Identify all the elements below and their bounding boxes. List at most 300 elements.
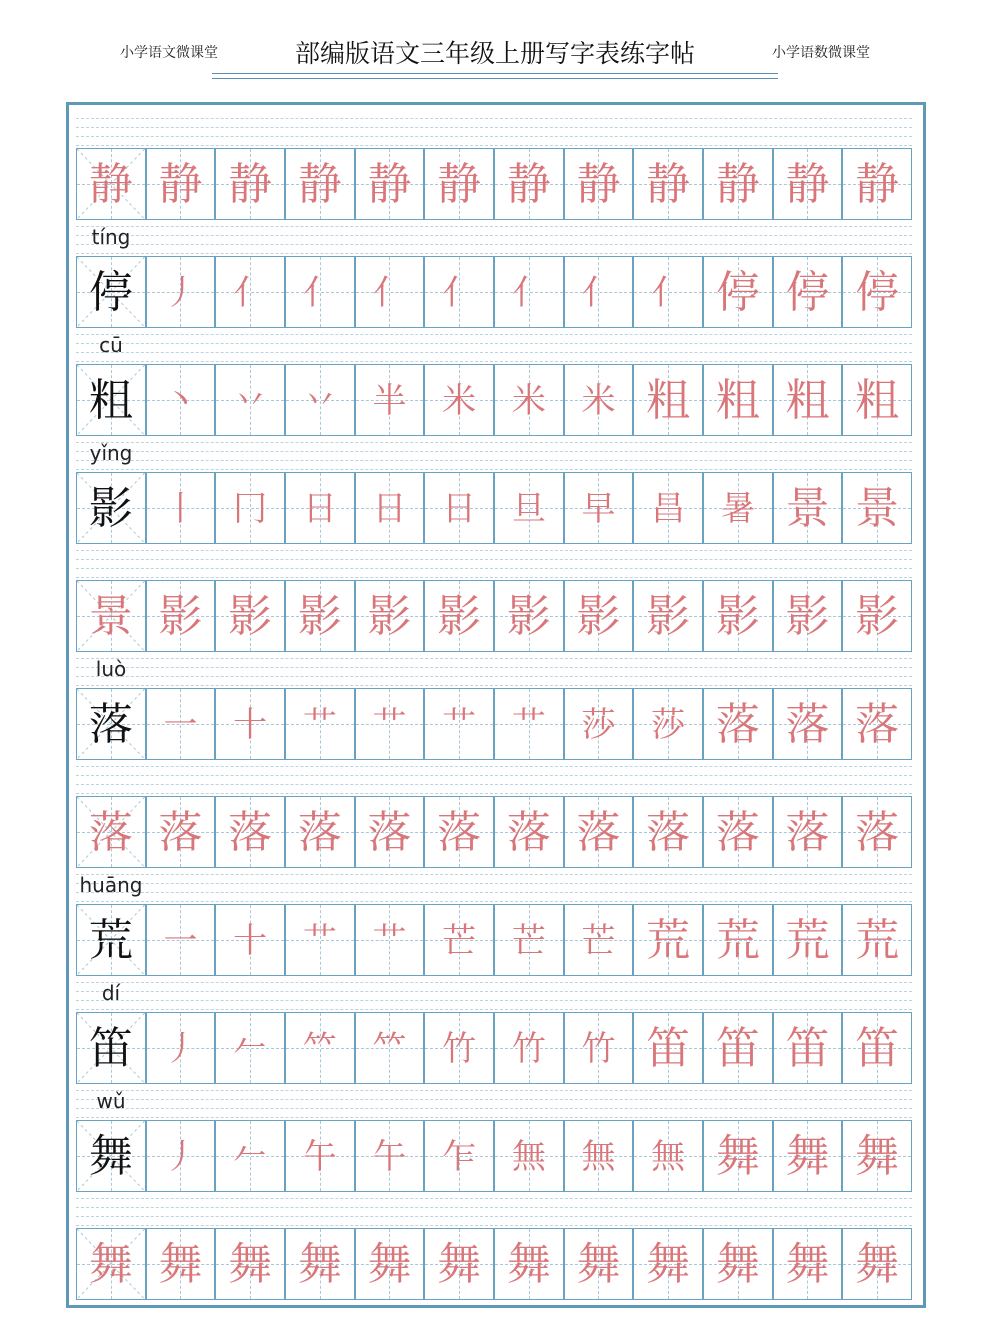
trace-character-cell [285, 148, 355, 220]
stroke-order-character: 芒 [511, 921, 546, 961]
character-cells [76, 472, 912, 544]
stroke-order-character: 芒 [581, 921, 616, 961]
pinyin-guide-line [76, 1207, 912, 1208]
trace-character-cell [773, 688, 843, 760]
stroke-order-character: 静 [785, 159, 830, 210]
trace-character-cell [215, 580, 285, 652]
stroke-order-character: 静 [646, 159, 691, 210]
trace-character-cell [285, 256, 355, 328]
model-character: 影 [88, 483, 133, 534]
stroke-order-character: 十 [233, 705, 268, 745]
trace-character-cell [773, 364, 843, 436]
pinyin-label: yǐng [89, 441, 133, 465]
trace-character-cell [215, 904, 285, 976]
stroke-order-character: 影 [228, 591, 273, 642]
stroke-order-character: 影 [158, 591, 203, 642]
pinyin-guide-line [76, 784, 912, 785]
stroke-order-character: 午 [302, 1137, 337, 1177]
trace-character-cell [564, 688, 634, 760]
trace-character-cell [564, 1228, 634, 1300]
stroke-order-character: 影 [576, 591, 621, 642]
trace-character-cell [424, 904, 494, 976]
pinyin-guide-line [76, 235, 912, 236]
trace-character-cell [494, 796, 564, 868]
pinyin-guide-line [76, 676, 912, 677]
trace-character-cell [146, 796, 216, 868]
trace-character-cell [424, 580, 494, 652]
trace-character-cell [633, 1228, 703, 1300]
trace-character-cell [703, 1012, 773, 1084]
stroke-order-character: 落 [367, 807, 412, 858]
stroke-order-character: 莎 [651, 705, 686, 745]
stroke-order-character: 無 [651, 1137, 686, 1177]
trace-character-cell [424, 796, 494, 868]
trace-character-cell [773, 580, 843, 652]
stroke-order-character: 丷 [233, 381, 268, 421]
stroke-order-character: 笛 [855, 1023, 900, 1074]
trace-character-cell [285, 904, 355, 976]
stroke-order-character: 影 [785, 591, 830, 642]
stroke-order-character: 𥫗 [372, 1029, 407, 1069]
stroke-order-character: 停 [855, 267, 900, 318]
pinyin-guide-line [76, 1099, 912, 1100]
model-character: 舞 [88, 1239, 133, 1290]
stroke-order-character: 竹 [442, 1029, 477, 1069]
stroke-order-character: 一 [163, 705, 198, 745]
pinyin-guide-line [76, 361, 912, 362]
pinyin-label: huāng [79, 873, 143, 897]
trace-character-cell [773, 256, 843, 328]
model-character: 落 [88, 699, 133, 750]
page-title: 部编版语文三年级上册写字表练字帖 [294, 39, 695, 68]
pinyin-guide-line [76, 892, 912, 893]
pinyin-guide-line [76, 1000, 912, 1001]
stroke-order-character: 荒 [785, 915, 830, 966]
trace-character-cell [564, 580, 634, 652]
character-cells [76, 364, 912, 436]
trace-character-cell [355, 256, 425, 328]
pinyin-band [76, 652, 912, 688]
stroke-order-character: 静 [367, 159, 412, 210]
pinyin-guide-line [76, 469, 912, 470]
stroke-order-character: 荒 [715, 915, 760, 966]
stroke-order-character: 静 [437, 159, 482, 210]
pinyin-label: wǔ [96, 1089, 126, 1113]
practice-row [76, 220, 912, 328]
model-character: 粗 [88, 375, 133, 426]
trace-character-cell [703, 1120, 773, 1192]
pinyin-guide-line [76, 568, 912, 569]
stroke-order-character: 昌 [651, 489, 686, 529]
practice-row [76, 436, 912, 544]
pinyin-guide-line [76, 883, 912, 884]
stroke-order-character: 亻 [372, 273, 407, 313]
stroke-order-character: 舞 [855, 1131, 900, 1182]
trace-character-cell [633, 796, 703, 868]
trace-character-cell [424, 364, 494, 436]
pinyin-guide-line [76, 343, 912, 344]
trace-character-cell [424, 256, 494, 328]
pinyin-guide-line [76, 901, 912, 902]
trace-character-cell [494, 1012, 564, 1084]
trace-character-cell [842, 904, 912, 976]
trace-character-cell [494, 580, 564, 652]
trace-character-cell [633, 256, 703, 328]
stroke-order-character: 無 [511, 1137, 546, 1177]
stroke-order-character: 艹 [372, 705, 407, 745]
trace-character-cell [285, 472, 355, 544]
stroke-order-character: 荒 [646, 915, 691, 966]
stroke-order-character: 日 [302, 489, 337, 529]
stroke-order-character: 日 [372, 489, 407, 529]
trace-character-cell [494, 472, 564, 544]
trace-character-cell [564, 796, 634, 868]
title-underline-2 [212, 78, 778, 79]
stroke-order-character: 艹 [442, 705, 477, 745]
stroke-order-character: 米 [511, 381, 546, 421]
trace-character-cell [494, 688, 564, 760]
pinyin-guide-line [76, 460, 912, 461]
trace-character-cell [146, 472, 216, 544]
trace-character-cell [842, 1228, 912, 1300]
trace-character-cell [564, 472, 634, 544]
stroke-order-character: 静 [576, 159, 621, 210]
trace-character-cell [146, 1228, 216, 1300]
stroke-order-character: 米 [442, 381, 477, 421]
stroke-order-character: 舞 [297, 1239, 342, 1290]
stroke-order-character: 影 [646, 591, 691, 642]
trace-character-cell [146, 1120, 216, 1192]
stroke-order-character: 日 [442, 489, 477, 529]
stroke-order-character: 景 [785, 483, 830, 534]
trace-character-cell [215, 472, 285, 544]
pinyin-label: tíng [91, 225, 131, 249]
pinyin-band [76, 976, 912, 1012]
stroke-order-character: 舞 [855, 1239, 900, 1290]
trace-character-cell [146, 256, 216, 328]
stroke-order-character: 静 [855, 159, 900, 210]
pinyin-guide-line [76, 559, 912, 560]
trace-character-cell [773, 472, 843, 544]
stroke-order-character: 落 [297, 807, 342, 858]
pinyin-guide-line [76, 334, 912, 335]
stroke-order-character: 舞 [646, 1239, 691, 1290]
stroke-order-character: 亻 [302, 273, 337, 313]
stroke-order-character: 早 [581, 489, 616, 529]
trace-character-cell [842, 580, 912, 652]
character-cells [76, 148, 912, 220]
pinyin-guide-line [76, 451, 912, 452]
stroke-order-character: 亻 [651, 273, 686, 313]
stroke-order-character: 舞 [715, 1239, 760, 1290]
stroke-order-character: 乍 [442, 1137, 477, 1177]
trace-character-cell [633, 1120, 703, 1192]
stroke-order-character: 暑 [720, 489, 755, 529]
trace-character-cell [146, 580, 216, 652]
pinyin-band [76, 1192, 912, 1228]
stroke-order-character: 艹 [302, 705, 337, 745]
pinyin-guide-line [76, 991, 912, 992]
pinyin-guide-line [76, 136, 912, 137]
trace-character-cell [285, 364, 355, 436]
character-cells [76, 1120, 912, 1192]
stroke-order-character: 丶 [163, 381, 198, 421]
trace-character-cell [703, 796, 773, 868]
trace-character-cell [773, 148, 843, 220]
stroke-order-character: 丿 [163, 1029, 198, 1069]
trace-character-cell [215, 364, 285, 436]
stroke-order-character: 半 [372, 381, 407, 421]
character-cells [76, 1228, 912, 1300]
model-character-cell [76, 1012, 146, 1084]
header-left-brand: 小学语文微课堂 [120, 45, 218, 61]
trace-character-cell [146, 904, 216, 976]
stroke-order-character: 芒 [442, 921, 477, 961]
stroke-order-character: 旦 [511, 489, 546, 529]
trace-character-cell [355, 688, 425, 760]
stroke-order-character: 影 [367, 591, 412, 642]
pinyin-guide-line [76, 1090, 912, 1091]
pinyin-guide-line [76, 1198, 912, 1199]
stroke-order-character: 冂 [233, 489, 268, 529]
trace-character-cell [285, 688, 355, 760]
trace-character-cell [564, 1120, 634, 1192]
model-character-cell [76, 256, 146, 328]
stroke-order-character: 舞 [576, 1239, 621, 1290]
model-character-cell [76, 1228, 146, 1300]
practice-row [76, 760, 912, 868]
character-cells [76, 1012, 912, 1084]
stroke-order-character: 舞 [158, 1239, 203, 1290]
stroke-order-character: 笛 [785, 1023, 830, 1074]
model-character: 荒 [88, 915, 133, 966]
pinyin-guide-line [76, 1108, 912, 1109]
trace-character-cell [146, 688, 216, 760]
pinyin-guide-line [76, 1117, 912, 1118]
pinyin-label: cū [99, 333, 123, 357]
trace-character-cell [215, 688, 285, 760]
practice-grid [76, 112, 912, 1300]
stroke-order-character: 一 [163, 921, 198, 961]
trace-character-cell [215, 256, 285, 328]
trace-character-cell [842, 148, 912, 220]
trace-character-cell [564, 904, 634, 976]
stroke-order-character: 亻 [581, 273, 616, 313]
stroke-order-character: 落 [855, 807, 900, 858]
stroke-order-character: 落 [715, 699, 760, 750]
character-cells [76, 256, 912, 328]
trace-character-cell [773, 1012, 843, 1084]
stroke-order-character: 静 [158, 159, 203, 210]
pinyin-band [76, 1084, 912, 1120]
model-character: 舞 [88, 1131, 133, 1182]
trace-character-cell [215, 796, 285, 868]
model-character-cell [76, 796, 146, 868]
pinyin-band [76, 760, 912, 796]
stroke-order-character: 落 [437, 807, 482, 858]
trace-character-cell [215, 1228, 285, 1300]
stroke-order-character: 竹 [581, 1029, 616, 1069]
stroke-order-character: 粗 [715, 375, 760, 426]
pinyin-band [76, 868, 912, 904]
pinyin-guide-line [76, 667, 912, 668]
trace-character-cell [564, 364, 634, 436]
pinyin-guide-line [76, 658, 912, 659]
trace-character-cell [285, 796, 355, 868]
character-cells [76, 688, 912, 760]
pinyin-guide-line [76, 352, 912, 353]
stroke-order-character: 𠂉 [233, 1137, 268, 1177]
stroke-order-character: 莎 [581, 705, 616, 745]
model-character: 静 [88, 159, 133, 210]
pinyin-label: luò [95, 657, 127, 681]
pinyin-guide-line [76, 226, 912, 227]
stroke-order-character: 影 [437, 591, 482, 642]
pinyin-guide-line [76, 766, 912, 767]
stroke-order-character: 丿 [163, 273, 198, 313]
trace-character-cell [703, 688, 773, 760]
trace-character-cell [355, 1120, 425, 1192]
trace-character-cell [494, 148, 564, 220]
trace-character-cell [842, 1120, 912, 1192]
stroke-order-character: 落 [855, 699, 900, 750]
trace-character-cell [355, 580, 425, 652]
model-character: 笛 [88, 1023, 133, 1074]
trace-character-cell [633, 148, 703, 220]
stroke-order-character: 午 [372, 1137, 407, 1177]
trace-character-cell [424, 1012, 494, 1084]
pinyin-guide-line [76, 550, 912, 551]
practice-row [76, 868, 912, 976]
trace-character-cell [355, 364, 425, 436]
trace-character-cell [494, 904, 564, 976]
stroke-order-character: 影 [506, 591, 551, 642]
stroke-order-character: 丨 [163, 489, 198, 529]
pinyin-band [76, 220, 912, 256]
trace-character-cell [424, 1120, 494, 1192]
trace-character-cell [703, 256, 773, 328]
header-right-brand: 小学语数微课堂 [772, 45, 870, 61]
stroke-order-character: 米 [581, 381, 616, 421]
trace-character-cell [355, 904, 425, 976]
trace-character-cell [494, 1228, 564, 1300]
trace-character-cell [842, 688, 912, 760]
model-character-cell [76, 472, 146, 544]
pinyin-guide-line [76, 442, 912, 443]
trace-character-cell [773, 796, 843, 868]
trace-character-cell [842, 1012, 912, 1084]
trace-character-cell [355, 796, 425, 868]
stroke-order-character: 停 [785, 267, 830, 318]
trace-character-cell [842, 256, 912, 328]
stroke-order-character: 舞 [437, 1239, 482, 1290]
trace-character-cell [355, 1012, 425, 1084]
stroke-order-character: 落 [576, 807, 621, 858]
trace-character-cell [355, 148, 425, 220]
stroke-order-character: 落 [158, 807, 203, 858]
trace-character-cell [773, 904, 843, 976]
trace-character-cell [215, 1012, 285, 1084]
stroke-order-character: 粗 [785, 375, 830, 426]
trace-character-cell [424, 472, 494, 544]
trace-character-cell [494, 1120, 564, 1192]
model-character: 落 [88, 807, 133, 858]
stroke-order-character: 落 [646, 807, 691, 858]
practice-row [76, 544, 912, 652]
trace-character-cell [215, 148, 285, 220]
stroke-order-character: 舞 [785, 1239, 830, 1290]
stroke-order-character: 亻 [233, 273, 268, 313]
pinyin-guide-line [76, 1216, 912, 1217]
trace-character-cell [773, 1120, 843, 1192]
pinyin-band [76, 436, 912, 472]
stroke-order-character: 落 [715, 807, 760, 858]
pinyin-band [76, 328, 912, 364]
stroke-order-character: 亻 [442, 273, 477, 313]
trace-character-cell [703, 1228, 773, 1300]
trace-character-cell [633, 580, 703, 652]
stroke-order-character: 荒 [855, 915, 900, 966]
pinyin-guide-line [76, 127, 912, 128]
trace-character-cell [494, 364, 564, 436]
stroke-order-character: 景 [855, 483, 900, 534]
stroke-order-character: 艹 [372, 921, 407, 961]
practice-row [76, 652, 912, 760]
trace-character-cell [703, 364, 773, 436]
pinyin-guide-line [76, 775, 912, 776]
practice-row [76, 1084, 912, 1192]
pinyin-guide-line [76, 145, 912, 146]
trace-character-cell [424, 688, 494, 760]
pinyin-guide-line [76, 1009, 912, 1010]
trace-character-cell [842, 472, 912, 544]
trace-character-cell [355, 1228, 425, 1300]
trace-character-cell [633, 904, 703, 976]
stroke-order-character: 静 [715, 159, 760, 210]
stroke-order-character: 落 [506, 807, 551, 858]
model-character-cell [76, 148, 146, 220]
stroke-order-character: 竹 [511, 1029, 546, 1069]
trace-character-cell [633, 688, 703, 760]
trace-character-cell [703, 472, 773, 544]
pinyin-guide-line [76, 244, 912, 245]
trace-character-cell [842, 364, 912, 436]
stroke-order-character: 十 [233, 921, 268, 961]
stroke-order-character: 丷 [302, 381, 337, 421]
trace-character-cell [355, 472, 425, 544]
stroke-order-character: 𠂉 [233, 1029, 268, 1069]
pinyin-band [76, 544, 912, 580]
practice-row [76, 328, 912, 436]
stroke-order-character: 舞 [228, 1239, 273, 1290]
character-cells [76, 580, 912, 652]
practice-row [76, 1192, 912, 1300]
stroke-order-character: 丿 [163, 1137, 198, 1177]
pinyin-guide-line [76, 685, 912, 686]
pinyin-guide-line [76, 577, 912, 578]
trace-character-cell [424, 148, 494, 220]
stroke-order-character: 𥫗 [302, 1029, 337, 1069]
trace-character-cell [773, 1228, 843, 1300]
model-character-cell [76, 364, 146, 436]
pinyin-guide-line [76, 874, 912, 875]
trace-character-cell [146, 148, 216, 220]
trace-character-cell [703, 904, 773, 976]
trace-character-cell [285, 580, 355, 652]
trace-character-cell [285, 1012, 355, 1084]
trace-character-cell [494, 256, 564, 328]
trace-character-cell [633, 1012, 703, 1084]
